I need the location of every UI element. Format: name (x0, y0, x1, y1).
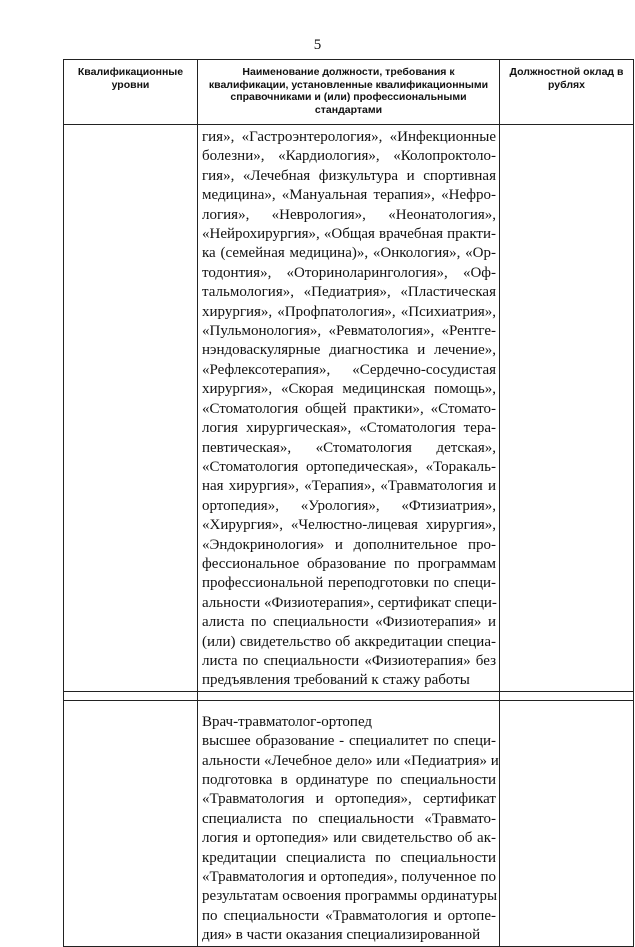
header-qualification-levels: Квалификационные уровни (64, 60, 198, 125)
cell-requirements (198, 125, 500, 692)
text-line: профессиональной переподготовки по специ- (202, 575, 496, 592)
cell-level (64, 125, 198, 692)
text-line: алиста по специальности «Физиотерапия» и (202, 614, 496, 631)
text-line: Врач-травматолог-ортопед (202, 713, 373, 730)
text-line: фессиональное образование по программам (202, 555, 496, 572)
text-line: тодонтия», «Оториноларингология», «Оф- (202, 264, 496, 281)
text-line: кредитации специалиста по специальности (202, 849, 496, 866)
text-line: высшее образование - специалитет по специ- (202, 733, 496, 750)
requirements-text (198, 701, 499, 946)
text-line: «Стоматология ортопедическая», «Торакаль- (202, 458, 496, 475)
text-line: болезни», «Кардиология», «Колопроктоло- (202, 148, 496, 165)
text-line: «Хирургия», «Челюстно-лицевая хирургия», (202, 517, 496, 534)
text-line: дия» в части оказания специализированной (202, 927, 481, 944)
text-line: «Стоматология общей практики», «Стомато- (202, 400, 496, 417)
table-row (64, 700, 634, 946)
text-line: результатам освоения программы ординатуры (202, 888, 498, 905)
text-line: медицина», «Мануальная терапия», «Нефро- (202, 187, 496, 204)
cell-salary (500, 700, 634, 946)
text-line: логия», «Неврология», «Неонатология», (202, 206, 496, 223)
text-line: альности «Лечебное дело» или «Педиатрия» и (202, 752, 499, 769)
table-header-row (64, 60, 634, 125)
text-line: ная хирургия», «Терапия», «Травматология и (202, 478, 496, 495)
cell-salary (500, 125, 634, 692)
text-line: подготовка в ординатуре по специальности (202, 772, 496, 788)
text-line: «Эндокринология» и дополнительное про- (202, 536, 496, 553)
text-line: «Рефлексотерапия», «Сердечно-сосудистая (202, 361, 496, 378)
text-line: логия и ортопедия» или свидетельство об ак- (202, 830, 496, 847)
text-line: «Травматология и ортопедия», полученное по (202, 869, 496, 886)
table-row (64, 125, 634, 692)
header-salary: Должностной оклад в рублях (500, 60, 634, 125)
text-line: певтическая», «Стоматология детская», (202, 439, 496, 456)
spacer-cell (198, 691, 500, 700)
text-line: альности «Физиотерапия», сертификат специ- (202, 594, 497, 611)
text-line: по специальности «Травматология и ортопе- (202, 907, 496, 924)
text-line: ка (семейная медицина)», «Онкология», «Ор- (202, 245, 496, 262)
text-line: хирургия», «Профпатология», «Психиатрия», (202, 303, 496, 320)
text-line: нэндоваскулярные диагностика и лечение», (202, 342, 496, 359)
cell-level (64, 700, 198, 946)
page-number: 5 (313, 37, 322, 53)
text-line: гия», «Лечебная физкультура и спортивная (202, 167, 496, 184)
text-line: ортопедия», «Урология», «Фтизиатрия», (202, 497, 496, 514)
requirements-text (198, 125, 499, 691)
spacer-cell (64, 691, 198, 700)
text-line: «Травматология и ортопедия», сертификат (202, 791, 496, 808)
text-line: (или) свидетельство об аккредитации специа- (202, 633, 496, 650)
table-row-spacer (64, 691, 634, 700)
text-line: предъявления требований к стажу работы (202, 672, 470, 689)
qualification-table (63, 59, 634, 947)
text-line: логия хирургическая», «Стоматология тера- (202, 420, 496, 437)
text-line: листа по специальности «Физиотерапия» без (202, 652, 496, 669)
spacer-cell (500, 691, 634, 700)
cell-requirements (198, 700, 500, 946)
text-line: специалиста по специальности «Травмато- (202, 810, 496, 827)
text-line: «Пульмонология», «Ревматология», «Рентге- (202, 323, 496, 340)
text-line: тальмология», «Педиатрия», «Пластическая (202, 284, 496, 301)
header-position-requirements: Наименование должности, требования к квалификации, установленные квалификационными справочниками и (или) профессиональными стандартами (198, 60, 500, 125)
text-line: хирургия», «Скорая медицинская помощь», (202, 381, 496, 398)
text-line: гия», «Гастроэнтерология», «Инфекционные (202, 129, 496, 145)
text-line: «Нейрохирургия», «Общая врачебная практи- (202, 226, 496, 243)
